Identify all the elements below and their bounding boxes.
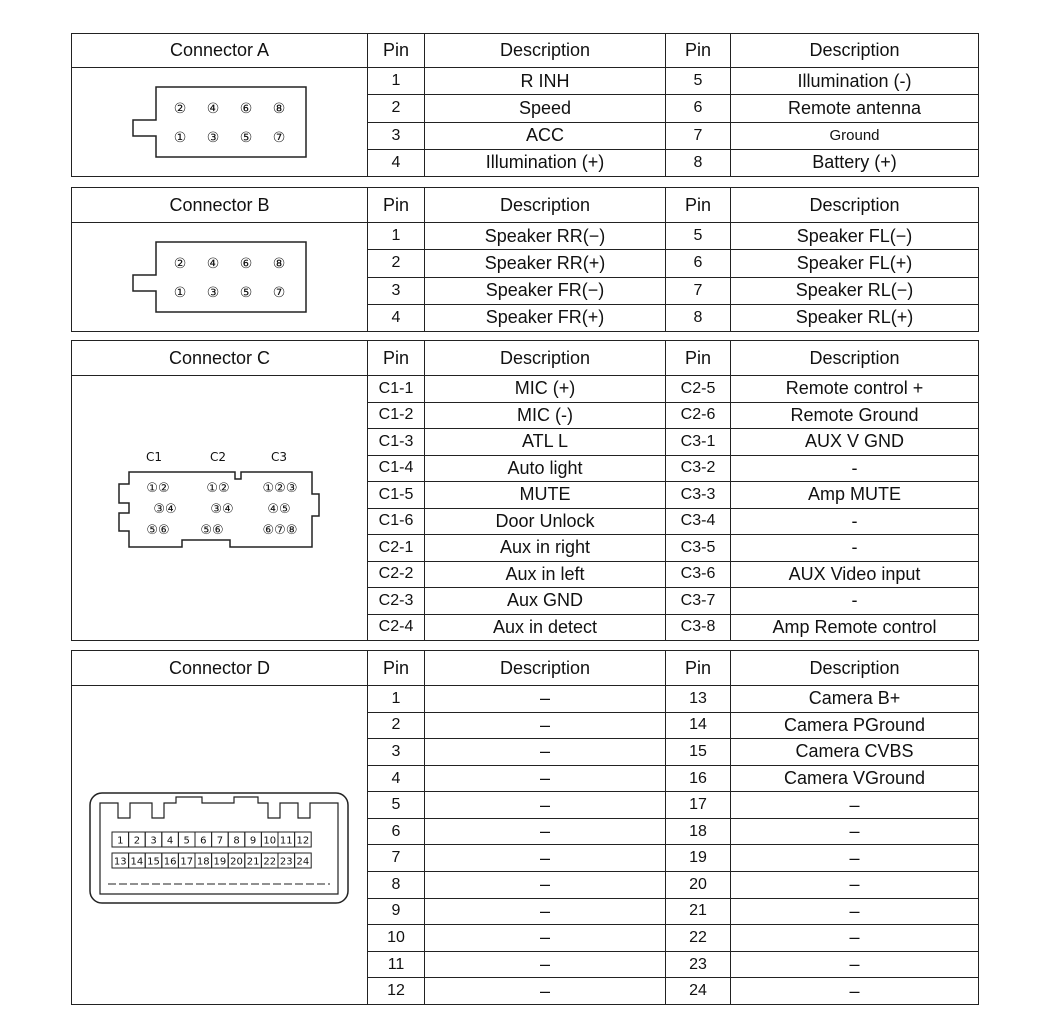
description-cell: Speaker RL(−) — [731, 277, 979, 304]
pin-label: ② — [173, 101, 187, 117]
pin-cell: 1 — [368, 686, 425, 713]
description-cell: Remote antenna — [731, 95, 979, 122]
pin-cell: C3-2 — [666, 455, 731, 482]
pin-cell: 6 — [368, 818, 425, 845]
connector-a-table — [71, 33, 979, 177]
pin-number-label: 7 — [216, 835, 224, 847]
connector-c-table — [71, 340, 979, 641]
pin-number-label: 18 — [196, 856, 210, 868]
pin-label: ⑤ — [239, 130, 253, 146]
pin-header: Pin — [368, 651, 425, 686]
pin-header: Pin — [666, 34, 731, 68]
c2-pins-row2: ③④ — [210, 502, 234, 517]
pin-label: ① — [173, 285, 187, 301]
c1-pins-row2: ③④ — [153, 502, 177, 517]
pin-number-label: 17 — [180, 856, 194, 868]
pin-cell: 5 — [368, 792, 425, 819]
pin-cell: 11 — [368, 951, 425, 978]
pin-number-label: 15 — [147, 856, 160, 868]
c3-pins-row3: ⑥⑦⑧ — [262, 523, 298, 538]
pin-header: Pin — [666, 188, 731, 223]
description-cell: – — [425, 845, 666, 872]
pin-cell: 24 — [666, 978, 731, 1005]
pin-cell: 17 — [666, 792, 731, 819]
description-cell: Speaker FR(−) — [425, 277, 666, 304]
pin-cell: 2 — [368, 712, 425, 739]
description-header: Description — [425, 341, 666, 376]
pin-cell: C3-1 — [666, 429, 731, 456]
description-cell: – — [425, 765, 666, 792]
table-row — [72, 223, 979, 250]
pin-cell: C3-5 — [666, 535, 731, 562]
pin-cell: 6 — [666, 250, 731, 277]
description-cell: MIC (+) — [425, 376, 666, 403]
description-cell: Speaker FR(+) — [425, 304, 666, 331]
description-cell: - — [731, 455, 979, 482]
pin-cell: 15 — [666, 739, 731, 766]
description-cell: Aux GND — [425, 588, 666, 615]
description-cell: ATL L — [425, 429, 666, 456]
description-cell: Speaker RR(−) — [425, 223, 666, 250]
c2-pins-row1: ①② — [206, 481, 230, 496]
pin-header: Pin — [368, 34, 425, 68]
pin-cell: 19 — [666, 845, 731, 872]
pin-label: ③ — [206, 130, 220, 146]
description-cell: Speaker RR(+) — [425, 250, 666, 277]
description-cell: – — [425, 686, 666, 713]
pin-label: ⑥ — [239, 101, 253, 117]
pin-cell: 5 — [666, 223, 731, 250]
description-header: Description — [731, 34, 979, 68]
description-cell: Speaker FL(−) — [731, 223, 979, 250]
description-cell: Auto light — [425, 455, 666, 482]
description-cell: – — [425, 925, 666, 952]
pin-cell: 23 — [666, 951, 731, 978]
pin-cell: 4 — [368, 765, 425, 792]
pin-number-label: 23 — [279, 856, 293, 868]
connector-d-diagram — [72, 686, 368, 1005]
connector-c-diagram — [72, 376, 368, 641]
pin-cell: 7 — [666, 122, 731, 149]
pin-cell: 2 — [368, 95, 425, 122]
description-cell: - — [731, 588, 979, 615]
pin-cell: C1-2 — [368, 402, 425, 429]
description-cell: AUX Video input — [731, 561, 979, 588]
pin-header: Pin — [666, 341, 731, 376]
pin-header: Pin — [368, 341, 425, 376]
table-row — [72, 68, 979, 95]
description-cell: – — [425, 898, 666, 925]
description-cell: - — [731, 508, 979, 535]
c1-pins-row1: ①② — [146, 481, 170, 496]
pin-cell: 3 — [368, 739, 425, 766]
pin-cell: C2-1 — [368, 535, 425, 562]
pin-cell: 5 — [666, 68, 731, 95]
pin-number-label: 13 — [113, 856, 127, 868]
description-cell: – — [731, 978, 979, 1005]
pin-header: Pin — [368, 188, 425, 223]
c2-label: C2 — [209, 450, 227, 464]
description-cell: Camera B+ — [731, 686, 979, 713]
table-row — [72, 376, 979, 403]
pin-cell: 12 — [368, 978, 425, 1005]
description-cell: ACC — [425, 122, 666, 149]
pin-label: ⑦ — [272, 285, 286, 301]
connector-d-title: Connector D — [72, 651, 368, 686]
connector-c-drawing — [72, 376, 368, 640]
description-cell: – — [425, 818, 666, 845]
description-cell: – — [425, 951, 666, 978]
description-cell: – — [731, 845, 979, 872]
pin-number-label: 14 — [130, 856, 144, 868]
pin-cell: 1 — [368, 223, 425, 250]
pin-cell: 7 — [666, 277, 731, 304]
pin-label: ⑦ — [272, 130, 286, 146]
pin-cell: 7 — [368, 845, 425, 872]
connector-a-diagram — [72, 68, 368, 177]
pin-number-label: 2 — [133, 835, 141, 847]
description-cell: Speaker RL(+) — [731, 304, 979, 331]
pin-number-label: 5 — [183, 835, 190, 847]
pin-cell: 8 — [666, 149, 731, 176]
description-cell: - — [731, 535, 979, 562]
description-cell: – — [425, 792, 666, 819]
pin-cell: C1-3 — [368, 429, 425, 456]
pin-cell: 8 — [368, 872, 425, 899]
pin-cell: 21 — [666, 898, 731, 925]
pin-cell: C3-6 — [666, 561, 731, 588]
pin-cell: 4 — [368, 149, 425, 176]
pin-cell: 10 — [368, 925, 425, 952]
description-cell: – — [731, 872, 979, 899]
pin-cell: C3-4 — [666, 508, 731, 535]
description-cell: Camera VGround — [731, 765, 979, 792]
pin-number-label: 6 — [200, 835, 207, 847]
connector-b-drawing — [72, 223, 368, 331]
pin-cell: 4 — [368, 304, 425, 331]
pin-label: ③ — [206, 285, 220, 301]
description-cell: Aux in detect — [425, 614, 666, 641]
pin-number-label: 1 — [117, 835, 124, 847]
pin-cell: 2 — [368, 250, 425, 277]
description-cell: – — [425, 978, 666, 1005]
pin-cell: 3 — [368, 122, 425, 149]
pin-number-label: 21 — [246, 856, 260, 868]
description-cell: Speed — [425, 95, 666, 122]
description-cell: AUX V GND — [731, 429, 979, 456]
pin-cell: C2-5 — [666, 376, 731, 403]
description-cell: Battery (+) — [731, 149, 979, 176]
pin-cell: 9 — [368, 898, 425, 925]
description-header: Description — [425, 188, 666, 223]
description-header: Description — [731, 341, 979, 376]
pin-number-label: 19 — [213, 856, 227, 868]
pin-number-label: 22 — [263, 856, 277, 868]
description-cell: MIC (-) — [425, 402, 666, 429]
pin-label: ⑧ — [272, 256, 286, 272]
pin-cell: C3-8 — [666, 614, 731, 641]
c1-label: C1 — [145, 450, 163, 464]
c3-label: C3 — [270, 450, 288, 464]
pin-cell: 16 — [666, 765, 731, 792]
description-cell: Ground — [731, 122, 979, 149]
pin-cell: C2-6 — [666, 402, 731, 429]
pin-cell: C1-6 — [368, 508, 425, 535]
description-cell: Camera PGround — [731, 712, 979, 739]
c3-pins-row2: ④⑤ — [267, 502, 291, 517]
description-cell: – — [731, 925, 979, 952]
pin-cell: 8 — [666, 304, 731, 331]
connector-b-title: Connector B — [72, 188, 368, 223]
pin-label: ⑧ — [272, 101, 286, 117]
pin-cell: 13 — [666, 686, 731, 713]
pin-number-label: 16 — [163, 856, 177, 868]
description-cell: – — [731, 951, 979, 978]
description-header: Description — [731, 188, 979, 223]
pin-label: ① — [173, 130, 187, 146]
connector-b-table — [71, 187, 979, 332]
pin-cell: 14 — [666, 712, 731, 739]
connector-d-table — [71, 650, 979, 1005]
pin-cell: 20 — [666, 872, 731, 899]
description-cell: MUTE — [425, 482, 666, 509]
pin-number-label: 10 — [263, 835, 277, 847]
description-cell: Remote Ground — [731, 402, 979, 429]
pin-cell: 22 — [666, 925, 731, 952]
pin-cell: C3-3 — [666, 482, 731, 509]
description-cell: R INH — [425, 68, 666, 95]
description-cell: – — [731, 898, 979, 925]
pin-cell: 6 — [666, 95, 731, 122]
pin-number-label: 20 — [230, 856, 243, 868]
pin-number-label: 4 — [166, 835, 174, 847]
pin-cell: C1-4 — [368, 455, 425, 482]
pin-label: ⑤ — [239, 285, 253, 301]
pin-number-label: 8 — [233, 835, 240, 847]
pin-cell: C2-3 — [368, 588, 425, 615]
table-row — [72, 686, 979, 713]
description-cell: – — [731, 818, 979, 845]
pin-number-label: 9 — [249, 835, 257, 847]
pin-number-label: 12 — [296, 835, 310, 847]
description-header: Description — [425, 651, 666, 686]
pin-number-label: 24 — [296, 856, 310, 868]
pin-cell: 18 — [666, 818, 731, 845]
connector-b-diagram — [72, 223, 368, 332]
pin-cell: C1-5 — [368, 482, 425, 509]
c3-pins-row1: ①②③ — [262, 481, 298, 496]
connector-d-drawing — [72, 686, 368, 1004]
pin-cell: 3 — [368, 277, 425, 304]
description-cell: Illumination (+) — [425, 149, 666, 176]
pin-cell: C2-4 — [368, 614, 425, 641]
description-cell: – — [731, 792, 979, 819]
description-cell: – — [425, 872, 666, 899]
pin-label: ② — [173, 256, 187, 272]
pin-cell: C1-1 — [368, 376, 425, 403]
pin-label: ④ — [206, 256, 220, 272]
c2-pins-row3: ⑤⑥ — [200, 523, 224, 538]
pin-number-label: 3 — [150, 835, 157, 847]
description-cell: Amp Remote control — [731, 614, 979, 641]
description-cell: Illumination (-) — [731, 68, 979, 95]
description-header: Description — [425, 34, 666, 68]
connector-c-title: Connector C — [72, 341, 368, 376]
pin-header: Pin — [666, 651, 731, 686]
description-cell: Door Unlock — [425, 508, 666, 535]
description-cell: Camera CVBS — [731, 739, 979, 766]
description-cell: Remote control + — [731, 376, 979, 403]
pin-label: ⑥ — [239, 256, 253, 272]
c1-pins-row3: ⑤⑥ — [146, 523, 170, 538]
description-cell: – — [425, 712, 666, 739]
connector-a-title: Connector A — [72, 34, 368, 68]
description-cell: Aux in left — [425, 561, 666, 588]
description-cell: Aux in right — [425, 535, 666, 562]
pin-number-label: 11 — [279, 835, 293, 847]
pin-cell: C3-7 — [666, 588, 731, 615]
description-cell: – — [425, 739, 666, 766]
pin-cell: 1 — [368, 68, 425, 95]
pin-cell: C2-2 — [368, 561, 425, 588]
connector-a-drawing — [72, 68, 368, 176]
description-cell: Speaker FL(+) — [731, 250, 979, 277]
description-header: Description — [731, 651, 979, 686]
pin-label: ④ — [206, 101, 220, 117]
description-cell: Amp MUTE — [731, 482, 979, 509]
